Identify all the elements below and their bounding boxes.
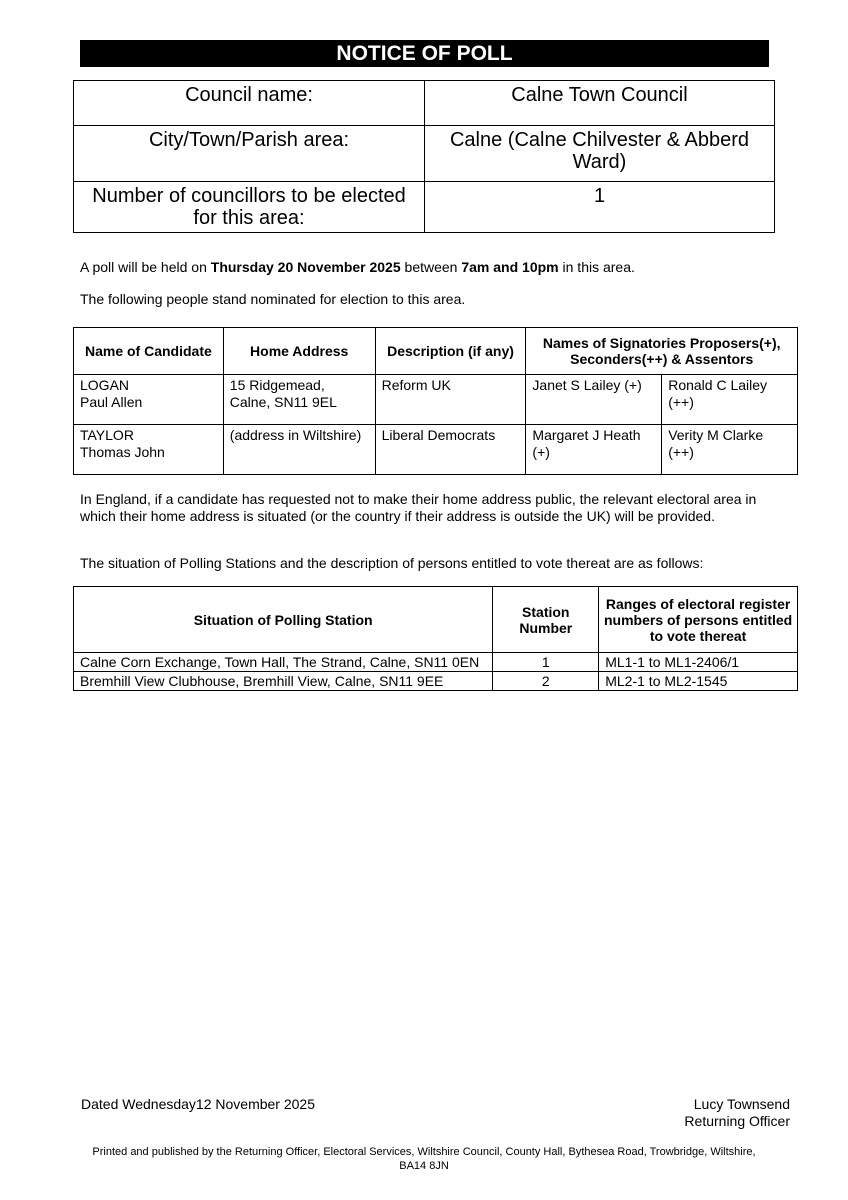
header-signatories: Names of Signatories Proposers(+), Seconders(++) & Assentors xyxy=(526,328,798,375)
council-name-label: Council name: xyxy=(74,81,425,126)
returning-officer-block xyxy=(684,1096,790,1130)
header-station-number: Station Number xyxy=(493,587,599,653)
table-row xyxy=(74,653,798,672)
header-register-ranges: Ranges of electoral register numbers of persons entitled to vote thereat xyxy=(599,587,798,653)
candidate-proposer: Janet S Lailey (+) xyxy=(526,375,662,425)
station-number: 2 xyxy=(493,672,599,691)
candidate-description: Liberal Democrats xyxy=(375,425,526,475)
station-situation: Calne Corn Exchange, Town Hall, The Strand, Calne, SN11 0EN xyxy=(74,653,493,672)
poll-date: Thursday 20 November 2025 xyxy=(210,259,401,275)
table-row xyxy=(74,672,798,691)
header-home-address: Home Address xyxy=(223,328,375,375)
candidate-address: 15 Ridgemead, Calne, SN11 9EL xyxy=(223,375,375,425)
header-description: Description (if any) xyxy=(375,328,526,375)
table-row xyxy=(74,375,798,425)
council-info-table xyxy=(73,80,775,233)
station-situation: Bremhill View Clubhouse, Bremhill View, Calne, SN11 9EE xyxy=(74,672,493,691)
candidate-forenames: Thomas John xyxy=(80,444,165,460)
notice-title: NOTICE OF POLL xyxy=(80,40,769,67)
nominated-statement: The following people stand nominated for election to this area. xyxy=(80,291,466,307)
imprint: Printed and published by the Returning Officer, Electoral Services, Wiltshire Council, County Hall, Bythesea Road, Trowbridge, Wiltshire, BA14 8JN xyxy=(92,1146,756,1172)
councillor-count-label: Number of councillors to be elected for this area: xyxy=(74,182,425,233)
header-candidate-name: Name of Candidate xyxy=(74,328,224,375)
candidate-seconder: Ronald C Lailey (++) xyxy=(662,375,798,425)
polling-stations-table xyxy=(73,586,798,691)
candidate-proposer: Margaret J Heath (+) xyxy=(526,425,662,475)
candidates-table xyxy=(73,327,798,475)
candidate-name xyxy=(74,425,224,475)
area-value: Calne (Calne Chilvester & Abberd Ward) xyxy=(425,126,775,182)
dated-line: Dated Wednesday12 November 2025 xyxy=(81,1096,316,1112)
area-label: City/Town/Parish area: xyxy=(74,126,425,182)
candidate-description: Reform UK xyxy=(375,375,526,425)
officer-name: Lucy Townsend xyxy=(693,1096,790,1112)
poll-statement xyxy=(80,259,635,276)
table-row xyxy=(74,425,798,475)
poll-suffix: in this area. xyxy=(558,259,635,275)
poll-mid: between xyxy=(400,259,462,275)
candidate-seconder: Verity M Clarke (++) xyxy=(662,425,798,475)
station-range: ML2-1 to ML2-1545 xyxy=(599,672,798,691)
station-number: 1 xyxy=(493,653,599,672)
header-situation: Situation of Polling Station xyxy=(74,587,493,653)
stations-intro: The situation of Polling Stations and the description of persons entitled to vote thereat are as follows: xyxy=(80,555,704,571)
candidate-forenames: Paul Allen xyxy=(80,394,143,410)
councillor-count-value: 1 xyxy=(425,182,775,233)
candidate-surname: LOGAN xyxy=(80,377,130,393)
poll-prefix: A poll will be held on xyxy=(80,259,211,275)
council-name-value: Calne Town Council xyxy=(425,81,775,126)
poll-time: 7am and 10pm xyxy=(461,259,559,275)
station-range: ML1-1 to ML1-2406/1 xyxy=(599,653,798,672)
candidate-address: (address in Wiltshire) xyxy=(223,425,375,475)
officer-title: Returning Officer xyxy=(684,1113,790,1129)
address-note: In England, if a candidate has requested not to make their home address public, the relevant electoral area in which their home address is situated (or the country if their address is outside the UK) will be provided. xyxy=(80,491,757,524)
candidate-surname: TAYLOR xyxy=(80,427,134,443)
candidate-name xyxy=(74,375,224,425)
